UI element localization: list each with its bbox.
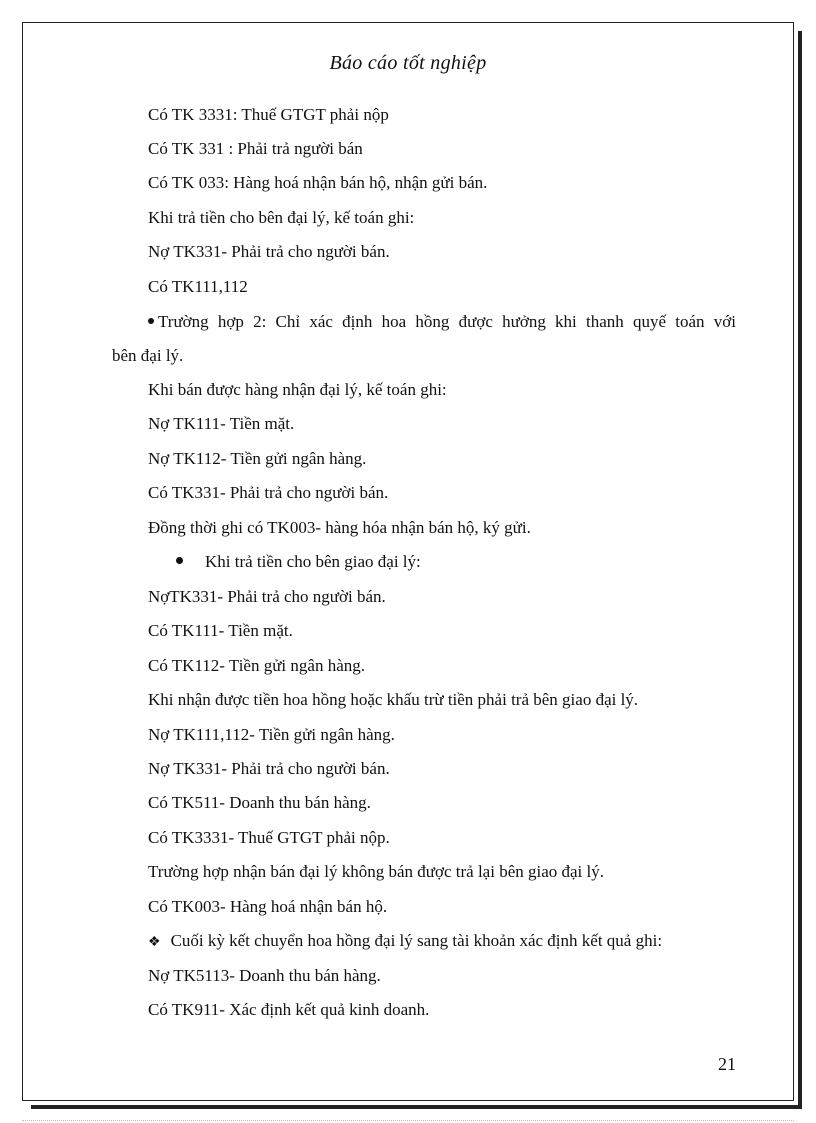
text-line: Đồng thời ghi có TK003- hàng hóa nhận bán hộ, ký gửi. [148,518,531,537]
text-line: Nợ TK5113- Doanh thu bán hàng. [148,966,381,985]
bullet-icon [176,557,183,564]
text-line: Có TK112- Tiền gửi ngân hàng. [148,656,365,675]
diamond-bullet-item [148,930,662,954]
page-separator [22,1120,794,1122]
bullet-paragraph [148,311,742,333]
bullet-item [176,551,421,573]
text-line: Khi trả tiền cho bên đại lý, kế toán ghi: [148,208,415,227]
diamond-bullet-icon: ❖ [148,935,161,950]
page-header-title: Báo cáo tốt nghiệp [329,52,487,74]
text-line: Có TK 033: Hàng hoá nhận bán hộ, nhận gửi bán. [148,173,488,192]
text-line: Có TK003- Hàng hoá nhận bán hộ. [148,897,388,916]
text-line: Khi bán được hàng nhận đại lý, kế toán ghi: [148,380,447,399]
text-line: Nợ TK111,112- Tiền gửi ngân hàng. [148,725,395,744]
text-line: Có TK 331 : Phải trả người bán [148,139,363,158]
text-line: Nợ TK111- Tiền mặt. [148,414,295,433]
page-number: 21 [718,1054,736,1074]
text-line: Có TK111- Tiền mặt. [148,621,293,640]
text-line: Nợ TK112- Tiền gửi ngân hàng. [148,449,367,468]
text-line: Có TK3331- Thuế GTGT phải nộp. [148,828,390,847]
text-line: Có TK911- Xác định kết quả kinh doanh. [148,1000,430,1019]
text-line: Nợ TK331- Phải trả cho người bán. [148,759,390,778]
text-line: Có TK511- Doanh thu bán hàng. [148,793,371,812]
text-line: Có TK 3331: Thuế GTGT phải nộp [148,105,389,124]
text-line: Có TK331- Phải trả cho người bán. [148,483,389,502]
text-line: Trường hợp nhận bán đại lý không bán được trả lại bên giao đại lý. [148,862,604,881]
bullet-icon [148,318,154,324]
text-line: Cuối kỳ kết chuyển hoa hồng đại lý sang tài khoản xác định kết quả ghi: [170,931,663,950]
text-line: Khi trả tiền cho bên giao đại lý: [205,552,421,571]
text-line: NợTK331- Phải trả cho người bán. [148,587,386,606]
text-line: Khi nhận được tiền hoa hồng hoặc khấu trừ tiền phải trả bên giao đại lý. [148,690,639,709]
text-line: Có TK111,112 [148,277,248,296]
text-line: bên đại lý. [112,346,184,365]
text-line-justified: Trường hợp 2: Chỉ xác định hoa hồng được hưởng khi thanh quyế toán với [158,312,736,331]
text-line: Nợ TK331- Phải trả cho người bán. [148,242,390,261]
